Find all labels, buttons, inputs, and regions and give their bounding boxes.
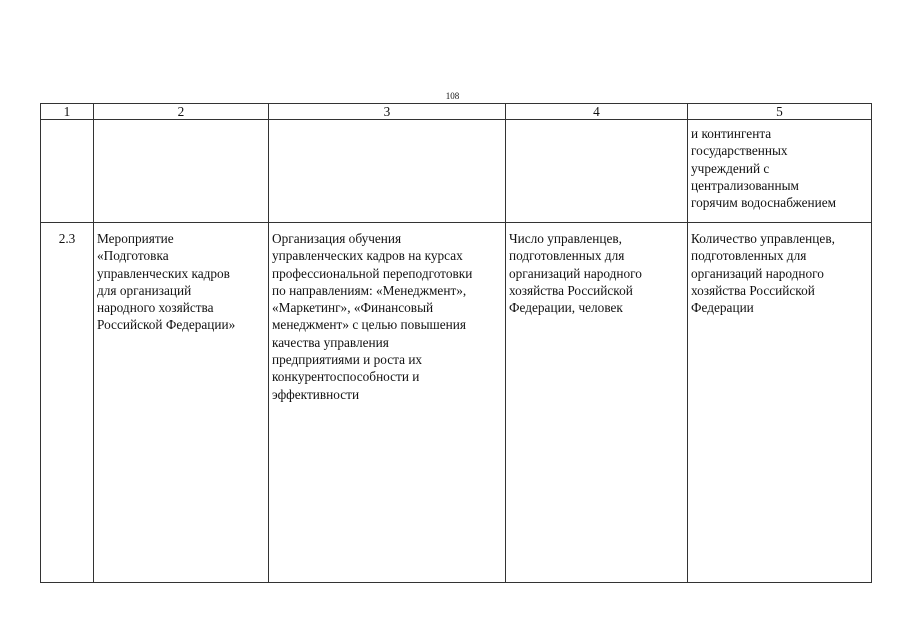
row-number-cell: 2.3 bbox=[41, 223, 94, 583]
continuation-row bbox=[41, 120, 872, 223]
column-number-row bbox=[41, 104, 872, 120]
column-number-header: 5 bbox=[688, 104, 872, 120]
column-number-header: 1 bbox=[41, 104, 94, 120]
table-row bbox=[41, 223, 872, 583]
column-number-header: 4 bbox=[506, 104, 688, 120]
indicator-cell: Число управленцев, подготовленных для организаций народного хозяйства Российской Федерации, человек bbox=[506, 223, 688, 583]
measure-cell: Мероприятие «Подготовка управленческих кадров для организаций народного хозяйства Российской Федерации» bbox=[94, 223, 269, 583]
empty-cell bbox=[506, 120, 688, 223]
column-number-header: 3 bbox=[269, 104, 506, 120]
description-cell: Организация обучения управленческих кадров на курсах профессиональной переподготовки по направлениям: «Менеджмент», «Маркетинг», «Финансовый менеджмент» с целью повышения качества управления предприятиями и роста их конкурентоспособности и эффективности bbox=[269, 223, 506, 583]
program-table bbox=[40, 103, 872, 583]
result-cell: Количество управленцев, подготовленных для организаций народного хозяйства Российской Федерации bbox=[688, 223, 872, 583]
empty-cell bbox=[41, 120, 94, 223]
page-number: 108 bbox=[445, 91, 460, 101]
empty-cell bbox=[94, 120, 269, 223]
empty-cell bbox=[269, 120, 506, 223]
column-number-header: 2 bbox=[94, 104, 269, 120]
continuation-result-cell: и контингента государственных учреждений с централизованным горячим водоснабжением bbox=[688, 120, 872, 223]
